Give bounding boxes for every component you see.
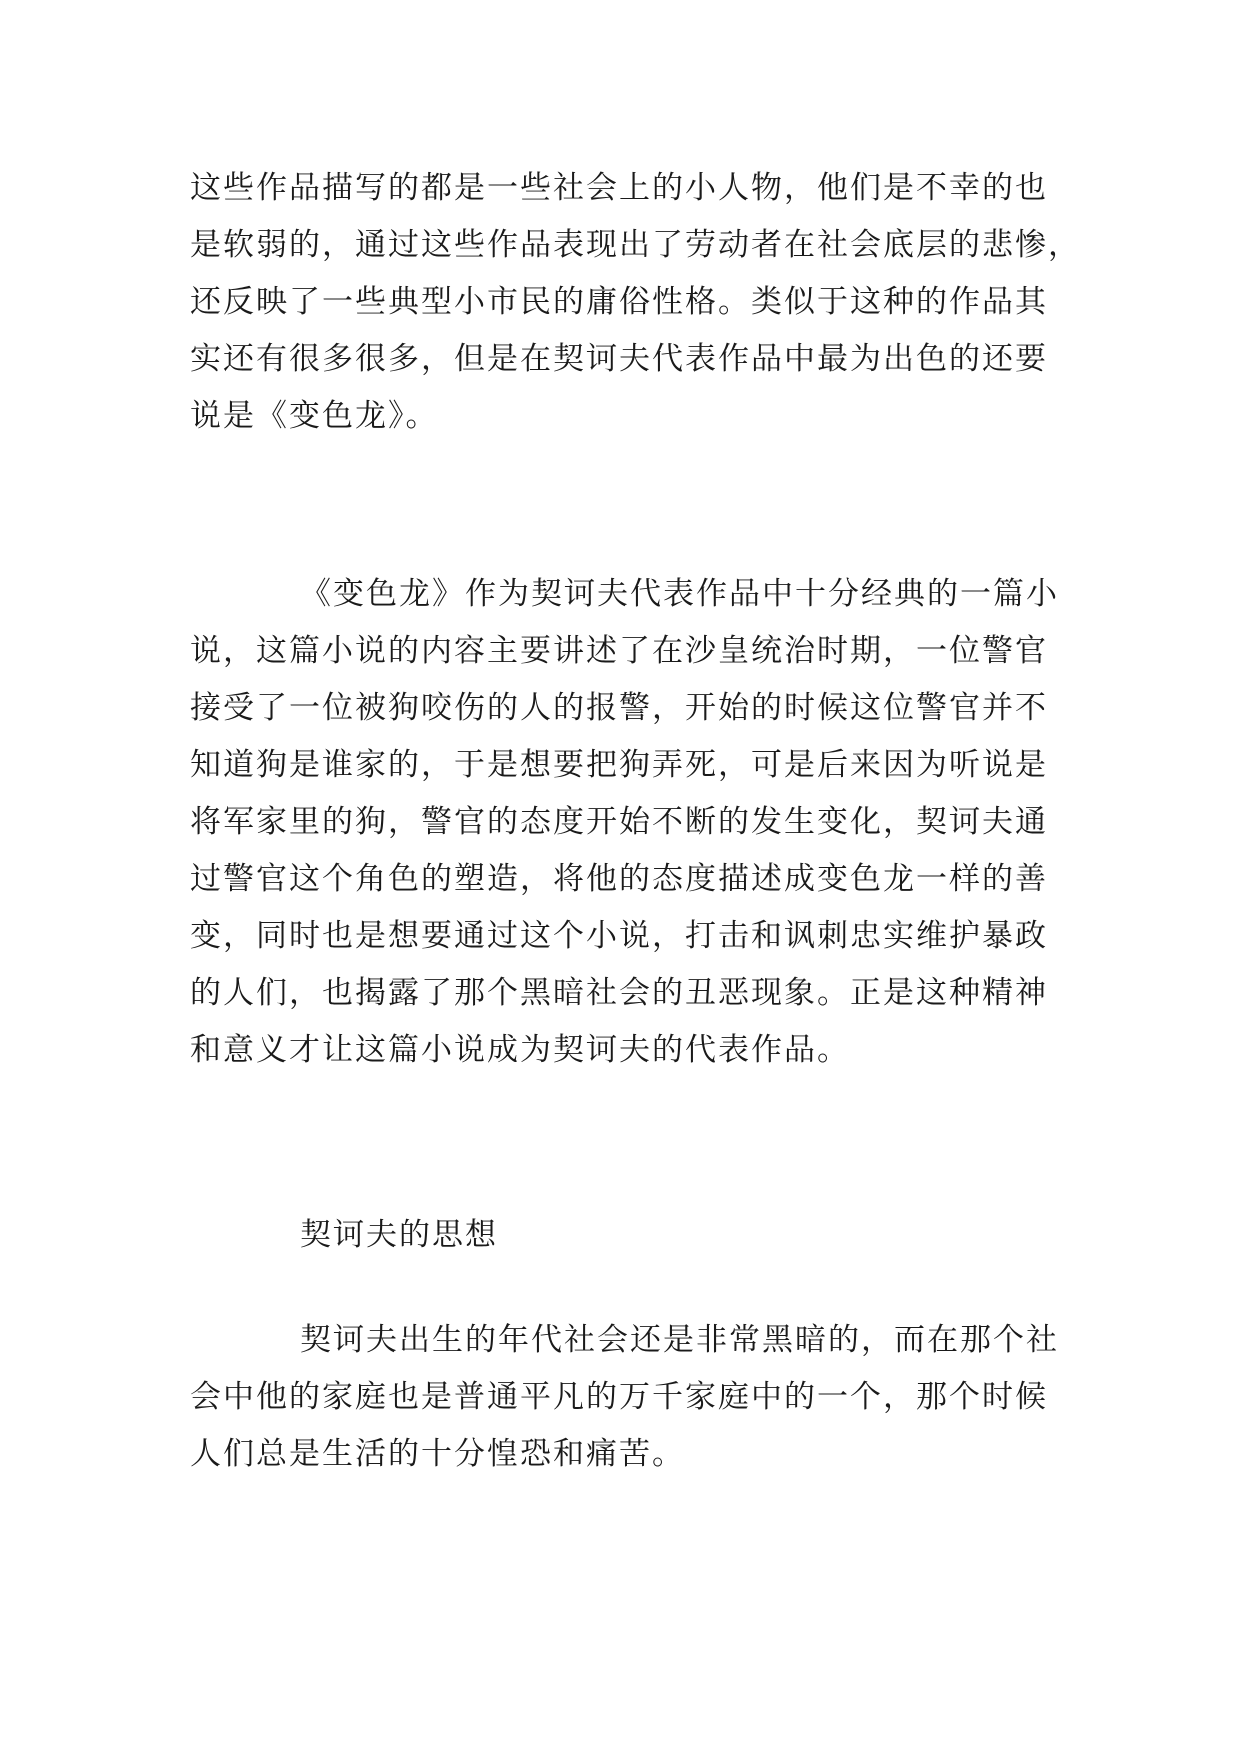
heading-text: 契诃夫的思想: [300, 1217, 498, 1253]
text-line: 将军家里的狗，警官的态度开始不断的发生变化，契诃夫通: [190, 804, 1048, 840]
paragraph-chameleon: [190, 566, 1070, 1079]
text-line: 变，同时也是想要通过这个小说，打击和讽刺忠实维护暴政: [190, 918, 1048, 954]
text-line: 过警官这个角色的塑造，将他的态度描述成变色龙一样的善: [190, 861, 1048, 897]
text-line: 说，这篇小说的内容主要讲述了在沙皇统治时期，一位警官: [190, 633, 1048, 669]
text-line: 还反映了一些典型小市民的庸俗性格。类似于这种的作品其: [190, 284, 1048, 320]
paragraph-chekhov-era: [190, 1312, 1070, 1483]
text-line: 的人们，也揭露了那个黑暗社会的丑恶现象。正是这种精神: [190, 975, 1048, 1011]
section-heading: [190, 1207, 1070, 1264]
text-line: 《变色龙》作为契诃夫代表作品中十分经典的一篇小: [300, 576, 1059, 612]
paragraph-small-characters: [190, 160, 1081, 445]
text-line: 和意义才让这篇小说成为契诃夫的代表作品。: [190, 1032, 850, 1068]
text-line: 接受了一位被狗咬伤的人的报警，开始的时候这位警官并不: [190, 690, 1048, 726]
text-line: 契诃夫出生的年代社会还是非常黑暗的，而在那个社: [300, 1322, 1059, 1358]
text-line: 说是《变色龙》。: [190, 398, 439, 434]
text-line: 实还有很多很多，但是在契诃夫代表作品中最为出色的还要: [190, 341, 1048, 377]
text-line: 知道狗是谁家的，于是想要把狗弄死，可是后来因为听说是: [190, 747, 1048, 783]
text-line: 是软弱的，通过这些作品表现出了劳动者在社会底层的悲惨，: [190, 227, 1081, 263]
text-line: 人们总是生活的十分惶恐和痛苦。: [190, 1436, 685, 1472]
text-line: 这些作品描写的都是一些社会上的小人物，他们是不幸的也: [190, 170, 1048, 206]
text-line: 会中他的家庭也是普通平凡的万千家庭中的一个，那个时候: [190, 1379, 1048, 1415]
